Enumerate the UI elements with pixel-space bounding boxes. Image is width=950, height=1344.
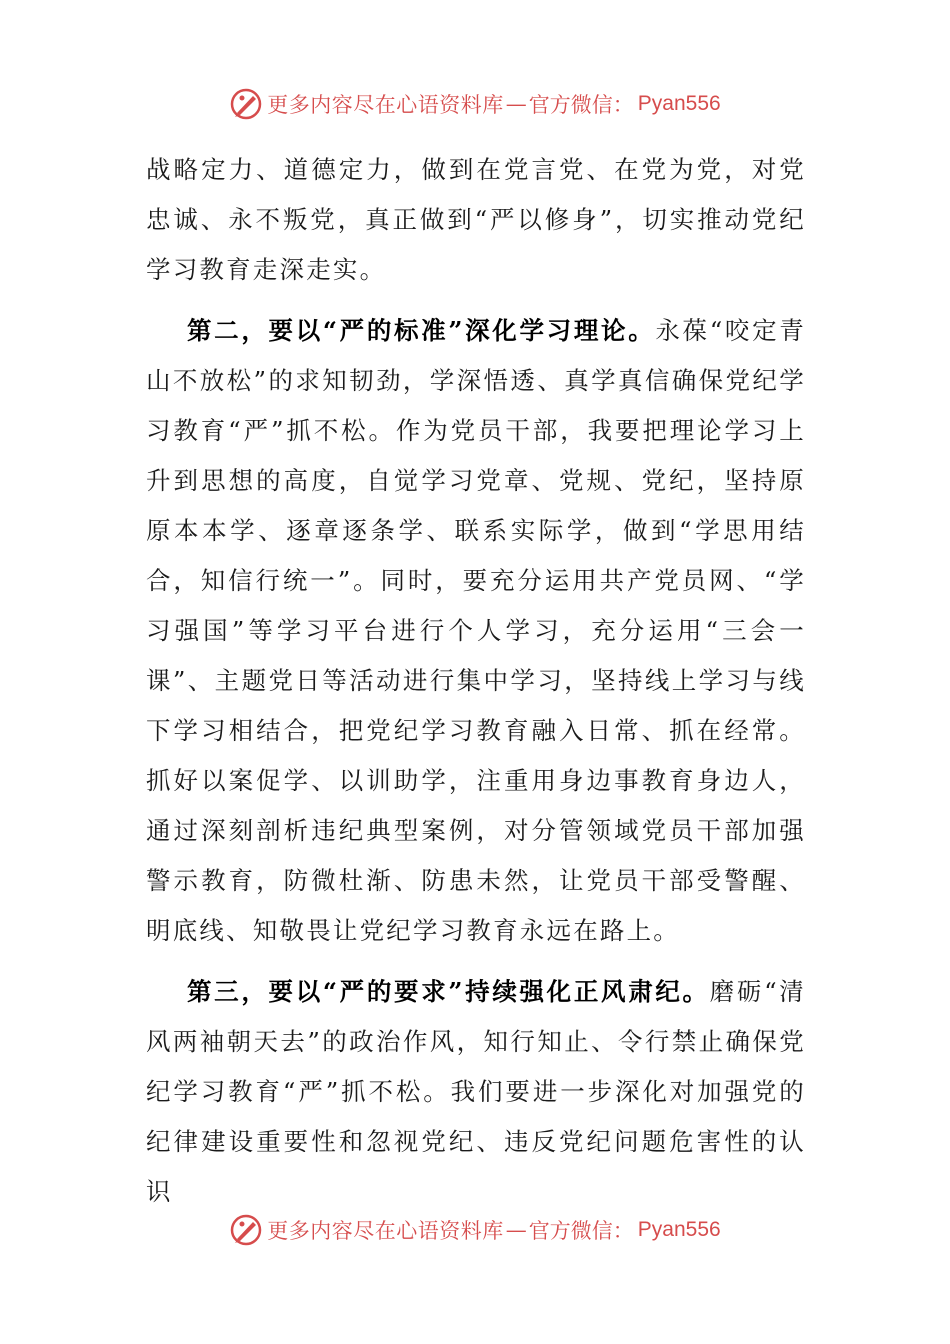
paragraph-2-text: 永葆“咬定青山不放松”的求知韧劲，学深悟透、真学真信确保党纪学习教育“严”抓不松。作为党员干部，我要把理论学习上升到思想的高度，自觉学习党章、党规、党纪，坚持原原本本学、逐章逐条学、联系实际学，做到“学思用结合，知信行统一”。同时，要充分运用共产党员网、“学习强国”等学习平台进行个人学习，充分运用“三会一课”、主题党日等活动进行集中学习，坚持线上学习与线下学习相结合，把党纪学习教育融入日常、抓在经常。抓好以案促学、以训助学，注重用身边事教育身边人，通过深刻剖析违纪典型案例，对分管领域党员干部加强警示教育，防微杜渐、防患未然，让党员干部受警醒、明底线、知敬畏让党纪学习教育永远在路上。 [146,316,806,945]
pen-logo-icon [229,1213,263,1247]
paragraph-3-text: 磨砺“清风两袖朝天去”的政治作风，知行知止、令行禁止确保党纪学习教育“严”抓不松。我们要进一步深化对加强党的纪律建设重要性和忽视党纪、违反党纪问题危害性的认识 [146,977,806,1206]
banner-wechat-id: Pyan556 [637,92,721,115]
banner-label: 官方微信： [528,93,634,117]
paragraph-3-lead: 第三，要以“严的要求”持续强化正风肃纪。 [187,977,710,1006]
header-banner [0,84,950,124]
banner-separator: — [505,1218,527,1242]
banner-wechat-id: Pyan556 [637,1218,721,1241]
footer-banner [0,1210,950,1250]
paragraph-3 [146,967,806,1217]
banner-text: 更多内容尽在心语资料库 [267,93,504,117]
document-body [146,145,806,1228]
banner-separator: — [505,92,527,116]
paragraph-2 [146,306,806,956]
paragraph-1: 战略定力、道德定力，做到在党言党、在党为党，对党忠诚、永不叛党，真正做到“严以修身”，切实推动党纪学习教育走深走实。 [146,155,806,284]
banner-text: 更多内容尽在心语资料库 [267,1219,504,1243]
paragraph-2-lead: 第二，要以“严的标准”深化学习理论。 [187,316,656,345]
banner-label: 官方微信： [528,1219,634,1243]
pen-logo-icon [229,87,263,121]
